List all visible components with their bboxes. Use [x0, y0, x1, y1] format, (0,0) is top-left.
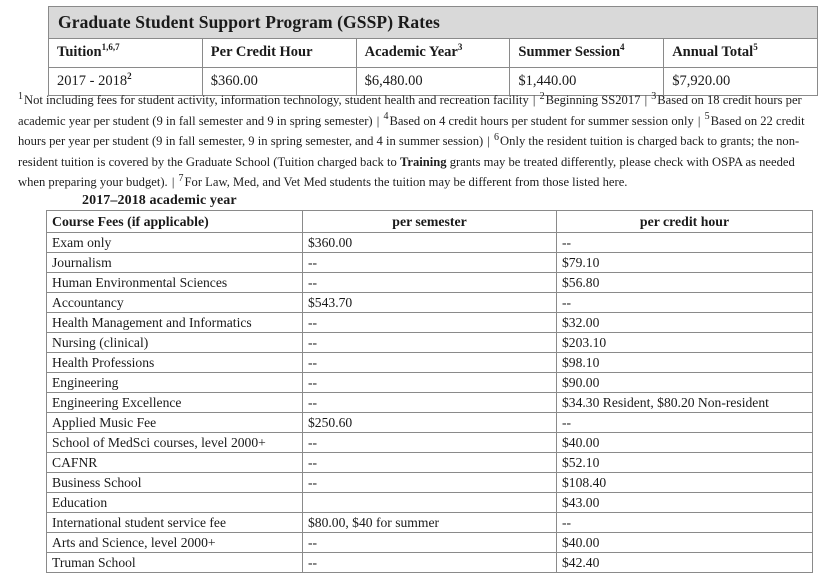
cell-course-name: Engineering [47, 373, 303, 393]
column-header-annual-total-label: Annual Total [672, 44, 754, 61]
footnote-marker-tuition: 1,6,7 [101, 42, 120, 53]
table-row [47, 473, 813, 493]
cell-course-name: Nursing (clinical) [47, 333, 303, 353]
cell-per-credit-hour: -- [557, 293, 813, 313]
table-row [47, 373, 813, 393]
footnote-number-7: 7 [178, 172, 184, 184]
cell-course-name: Human Environmental Sciences [47, 273, 303, 293]
cell-per-credit-hour: $108.40 [557, 473, 813, 493]
cell-per-semester: -- [303, 393, 557, 413]
cell-course-name: International student service fee [47, 513, 303, 533]
cell-per-credit-hour: $79.10 [557, 253, 813, 273]
footnote-text-5: Based on 22 credit hours per year per student (9 in fall semester, 9 in spring semester, and 4 in summer session) [18, 113, 805, 148]
cell-academic-year: $6,480.00 [356, 67, 510, 96]
cell-course-name: Exam only [47, 233, 303, 253]
cell-per-credit-hour: -- [557, 413, 813, 433]
table-row [47, 293, 813, 313]
cell-per-credit-hour: $40.00 [557, 533, 813, 553]
course-fees-table [46, 210, 813, 573]
footnote-separator: | [697, 113, 701, 128]
footnote-text-6-emphasis: Training [399, 154, 447, 169]
cell-per-semester: -- [303, 373, 557, 393]
column-header-per-semester: per semester [303, 211, 557, 233]
column-header-per-credit-hour: Per Credit Hour [202, 39, 356, 68]
cell-per-credit-hour: $98.10 [557, 353, 813, 373]
footnote-marker-year: 2 [127, 70, 132, 81]
table-row [47, 493, 813, 513]
cell-per-credit-hour: $360.00 [202, 67, 356, 96]
cell-per-semester: $543.70 [303, 293, 557, 313]
cell-per-semester: -- [303, 453, 557, 473]
cell-per-credit-hour: $56.80 [557, 273, 813, 293]
footnote-number-4: 4 [383, 111, 389, 123]
footnote-separator: | [171, 175, 175, 189]
table-row [47, 393, 813, 413]
footnote-separator: | [487, 134, 490, 148]
cell-course-name: Truman School [47, 553, 303, 573]
footnote-number-6: 6 [494, 131, 500, 143]
cell-per-credit-hour: $43.00 [557, 493, 813, 513]
column-header-summer-session-label: Summer Session [518, 44, 621, 61]
cell-per-credit-hour: $42.40 [557, 553, 813, 573]
cell-course-name: Engineering Excellence [47, 393, 303, 413]
column-header-summer-session [510, 39, 664, 68]
cell-per-credit-hour: $203.10 [557, 333, 813, 353]
footnote-number-1: 1 [18, 90, 23, 102]
gssp-rates-table-container [48, 6, 818, 96]
cell-per-semester: $80.00, $40 for summer [303, 513, 557, 533]
cell-course-name: School of MedSci courses, level 2000+ [47, 433, 303, 453]
footnote-text-3: Based on 18 credit hours per academic year per student (9 in fall semester and 9 in spring semester) [18, 93, 802, 128]
column-header-per-credit-hour: per credit hour [557, 211, 813, 233]
cell-per-semester: -- [303, 553, 557, 573]
cell-per-semester: $360.00 [303, 233, 557, 253]
course-fees-table-body [47, 211, 813, 573]
cell-per-credit-hour: $40.00 [557, 433, 813, 453]
footnote-number-2: 2 [539, 90, 545, 102]
cell-course-name: Business School [47, 473, 303, 493]
footnote-number-3: 3 [651, 90, 657, 102]
cell-course-name: Journalism [47, 253, 303, 273]
table-row [47, 513, 813, 533]
cell-per-credit-hour: $34.30 Resident, $80.20 Non-resident [557, 393, 813, 413]
course-fees-table-container [46, 210, 812, 573]
cell-per-semester: -- [303, 253, 557, 273]
cell-annual-total: $7,920.00 [664, 67, 818, 96]
footnote-number-5: 5 [704, 111, 710, 123]
cell-course-name: Health Management and Informatics [47, 313, 303, 333]
cell-course-name: Accountancy [47, 293, 303, 313]
table-row [47, 233, 813, 253]
cell-per-credit-hour: $52.10 [557, 453, 813, 473]
cell-per-semester: $250.60 [303, 413, 557, 433]
cell-per-semester: -- [303, 273, 557, 293]
table-row [47, 313, 813, 333]
footnote-text-1: Not including fees for student activity, information technology, student health and recreation facility [24, 93, 529, 107]
cell-per-credit-hour: $32.00 [557, 313, 813, 333]
table-row [47, 433, 813, 453]
cell-course-name: Education [47, 493, 303, 513]
column-header-tuition-label: Tuition [57, 44, 102, 61]
table-row [47, 253, 813, 273]
cell-course-name: Applied Music Fee [47, 413, 303, 433]
table-row [47, 553, 813, 573]
cell-course-name: Arts and Science, level 2000+ [47, 533, 303, 553]
cell-per-credit-hour: -- [557, 233, 813, 253]
course-fees-header-row [47, 211, 813, 233]
fees-table-caption: 2017–2018 academic year [82, 193, 237, 208]
column-header-academic-year-label: Academic Year [364, 44, 458, 61]
column-header-tuition [49, 39, 203, 68]
footnote-text-4: Based on 4 credit hours per student for summer session only [389, 113, 694, 128]
cell-course-name: CAFNR [47, 453, 303, 473]
gssp-rates-table [48, 6, 818, 96]
cell-course-name: Health Professions [47, 353, 303, 373]
cell-per-semester: -- [303, 473, 557, 493]
column-header-course-fees: Course Fees (if applicable) [47, 211, 303, 233]
footnotes-block [18, 90, 818, 193]
table-row [47, 273, 813, 293]
cell-per-credit-hour: $90.00 [557, 373, 813, 393]
cell-summer-session: $1,440.00 [510, 67, 664, 96]
footnote-marker-academic-year: 3 [457, 42, 463, 53]
table-title-row [49, 7, 818, 39]
footnote-text-6a: Only the resident tuition is charged back to grants; the non-resident tuition is covered by the Graduate School (Tuition charged back to [18, 134, 800, 169]
table-row [47, 333, 813, 353]
cell-per-semester: -- [303, 533, 557, 553]
gssp-rates-title: Graduate Student Support Program (GSSP) Rates [49, 7, 818, 39]
table-row [47, 453, 813, 473]
cell-per-semester: -- [303, 353, 557, 373]
footnote-text-7: For Law, Med, and Vet Med students the tuition may be different from those listed here. [184, 175, 628, 189]
table-row [47, 353, 813, 373]
footnote-text-2: Beginning SS2017 [545, 93, 641, 107]
cell-per-credit-hour: -- [557, 513, 813, 533]
footnote-separator: | [644, 93, 648, 107]
cell-year-label: 2017 - 2018 [57, 72, 128, 89]
footnote-marker-annual-total: 5 [753, 42, 758, 53]
footnote-separator: | [532, 93, 536, 107]
column-header-annual-total [664, 39, 818, 68]
footnote-marker-summer-session: 4 [620, 42, 625, 53]
cell-per-semester: -- [303, 433, 557, 453]
table-row [47, 413, 813, 433]
cell-per-semester: -- [303, 313, 557, 333]
cell-per-semester [303, 493, 557, 513]
column-header-academic-year [356, 39, 510, 68]
footnote-separator: | [376, 113, 380, 128]
footnote-text-6c: grants may be treated differently, please check with OSPA as needed when preparing your budget). [18, 154, 795, 189]
cell-per-semester: -- [303, 333, 557, 353]
table-header-row [49, 39, 818, 68]
